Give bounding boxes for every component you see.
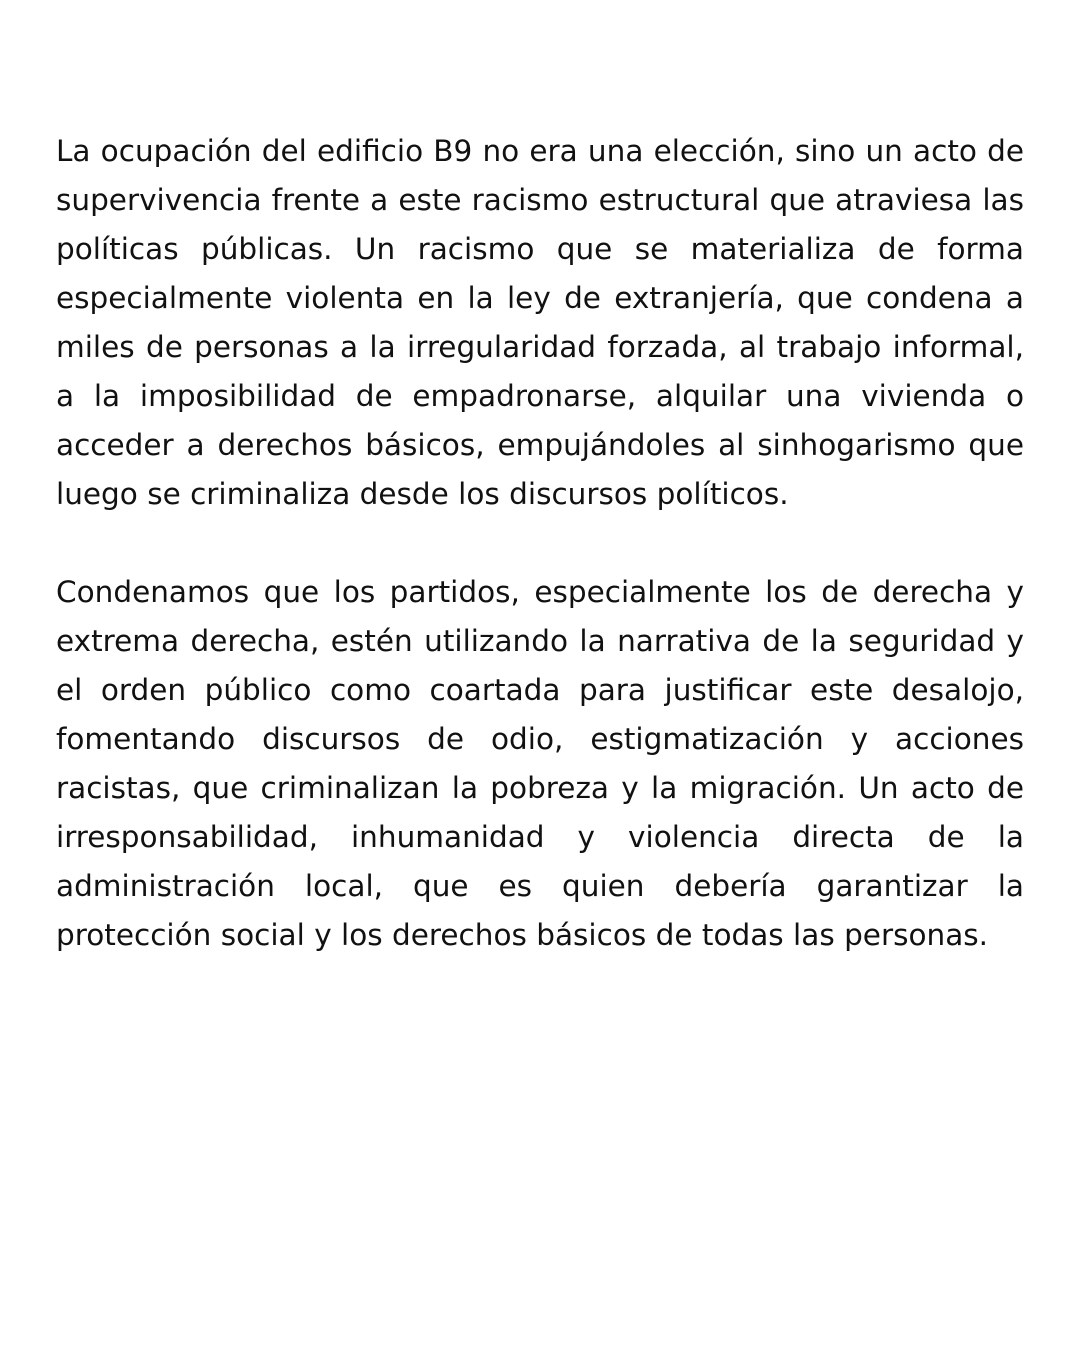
document-text — [56, 127, 1024, 960]
paragraph-1: La ocupación del edificio B9 no era una elección, sino un acto de supervivencia frente a este racismo estructural que atraviesa las políticas públicas. Un racismo que se materializa de forma especialmente violenta en la ley de extranjería, que condena a miles de personas a la irregularidad forzada, al trabajo informal, a la imposibilidad de empadronarse, alquilar una vivienda o acceder a derechos básicos, empujándoles al sinhogarismo que luego se criminaliza desde los discursos políticos. — [56, 134, 1024, 511]
paragraph-2: Condenamos que los partidos, especialmente los de derecha y extrema derecha, estén utilizando la narrativa de la seguridad y el orden público como coartada para justificar este desalojo, fomentando discursos de odio, estigmatización y acciones racistas, que criminalizan la pobreza y la migración. Un acto de irresponsabilidad, inhumanidad y violencia directa de la administración local, que es quien debería garantizar la protección social y los derechos básicos de todas las personas. — [56, 575, 1024, 952]
